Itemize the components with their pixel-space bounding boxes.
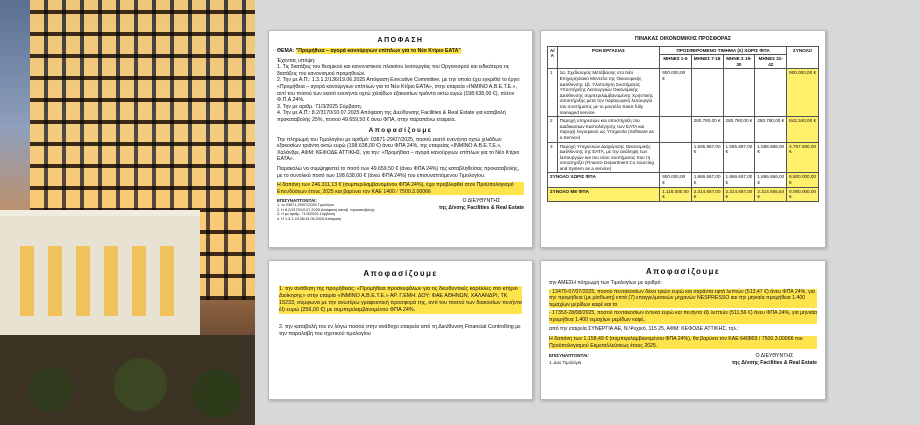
- intro: Έχοντας υπόψη:: [277, 57, 316, 64]
- table-row: 3 Παροχή Υπηρεσιών Διαχείρισης Οικονομικής Διεύθυνσης της ΕΑΤΑ, με την ανάληψη των λειτουργιών και του νέου συστήματος που τη υποστηρίζει (Finance Department Co sourcing and System as a service) 1.585.887,00 € 1.585.887,00 € 1.585.886,00 € 4.757.660,00 €: [548, 142, 819, 173]
- budget-paragraph: Η δαπάνη των 246.311,13 € (συμπεριλαμβανομένου ΦΠΑ 24%), έχει προβλεφθεί στον Προϋπολογισμό Επενδύσεων έτους 2025 και βαρύνει τον ΚΑΕ 1400 / 7500.3.00066: [277, 182, 524, 195]
- financial-offer-table: Α/Α ΡΟΗ ΕΡΓΑΣΙΑΣ ΠΡΟΣΦΕΡΟΜΕΝΟ ΤΙΜΗΜΑ (€) ΧΩΡΙΣ ΦΠΑ ΣΥΝΟΛΟ ΜΗΝΕΣ 1-6 ΜΗΝΕΣ 7-18 ΜΗΝΕ Σ 19-30 ΜΗΝΕΣ 31-42 1 1α. Σχεδιασμός Μετάβασης στο Νέο Επιχειρησιακό Μοντέλο της Οικονομικής Διεύθυνσης 1β. Υλοποίηση Συστήματος Υποστήριξης Λειτουργιών Οικονομικής Διεύθυνσης συμπεριλαμβανομένης Χρηστικής υποστήριξης μετά την παραγωγική λειτουργία του συστήματος με το μοντέλο SaaS fully managed service. 900.000,00 € 900.000,00 € 2 Παροχή υπηρεσιών και υποστήριξη του Διαδικασιών Καστολόγησης των ΕΑΤΑ και παροχή λογισμικού ως Υπηρεσία (Software as a Service) 280.780,00 € 280.780,00 € 280.780,00 € 842.340,00 € 3 Παροχή Υπηρεσιών Διαχείρισης Οικονομικής Διεύθυνσης της ΕΑΤΑ, με την ανάληψη των λειτουργιών και του νέου συστήματος που τη υποστηρίζει (Finance Department Co sourcing and System as a service) 1.585.887,00 € 1.585.887,00 € 1.585.886,00 € 4.757.660,00 € ΣΥΝΟΛΟ ΧΩΡΙΣ ΦΠΑ 900.000,00 € 1.866.667,00 € 1.866.667,00 € 1.866.666,00 € 6.500.000,00 € ΣΥΝΟΛΟ ΜΕ ΦΠΑ 1.116.000,00 € 2.314.667,00 € 2.314.667,00 € 2.314.665,84 € 8.060.000,00 €: [547, 46, 819, 202]
- decision-document-1: [268, 30, 533, 248]
- doc-title: ΑΠΟΦΑΣΗ: [377, 37, 424, 44]
- low-building: [0, 210, 200, 350]
- decision-heading: Αποφασίζουμε: [368, 126, 433, 134]
- item-3: 3. Την με αριθμ. 71/3/2025 Σύμβαση.: [277, 103, 363, 110]
- offset-paragraph: Παρακαλώ να συμψηφιστεί το ποσό των 49.659,50 € (άνευ ΦΠΑ 24%) της καταβληθείσας προκαταβολής, με το συνολικό ποσό των 198.638,00 € (άνευ ΦΠΑ 24%) του επισυναπτόμενου Τιμολογίου.: [277, 165, 520, 179]
- table-row-total-vat: ΣΥΝΟΛΟ ΜΕ ΦΠΑ 1.116.000,00 € 2.314.667,00 € 2.314.667,00 € 2.314.665,84 € 8.060.000,00 €: [548, 187, 819, 201]
- trees: [0, 335, 255, 425]
- item-2: 2. την καταβολή του εν λόγω ποσού στην ανάδοχο εταιρεία από τη Διεύθυνση Financial Controlling με την παραλαβή του σχετικού τιμολογίου: [279, 324, 521, 337]
- table-row: 2 Παροχή υπηρεσιών και υποστήριξη του Διαδικασιών Καστολόγησης των ΕΑΤΑ και παροχή λογισμικού ως Υπηρεσία (Software as a Service) 280.780,00 € 280.780,00 € 280.780,00 € 842.340,00 €: [548, 117, 819, 142]
- attachments-block: ΕΠΙΣΥΝΑΠΤΟΝΤΑΙ: 1. το 03871-29/07/2025 Τιμολόγιο 2. Η 8.2/3170/10.07.2025 Απόφαση καταβ. προκαταβολής 3. Η με αριθμ. 71/3/2025 Σύμβαση 4. Η 1.3.1.2/136/19.06.2025 Απόφαση: [277, 198, 375, 221]
- vendor-line: από την εταιρεία ΣΥΝΕΡΓΙΑ ΑΕ, Ν.Ψυχικό, 115 25, ΑΦΜ: ΚΕΦΟΔΕ ΑΤΤΙΚΗΣ, τηλ.:: [549, 325, 739, 332]
- table-row-total-net: ΣΥΝΟΛΟ ΧΩΡΙΣ ΦΠΑ 900.000,00 € 1.866.667,00 € 1.866.667,00 € 1.866.666,00 € 6.500.000,00 €: [548, 173, 819, 187]
- invoice-2: - 17353-28/08/2025, ποσού πεντακοσίων έντεκα ευρώ και πενήντα έξι λεπτών (511,56 €) άνευ ΦΠΑ 24%, για μηνιαία προμήθεια 1.400 τεμαχίων μερίδων καφέ,: [549, 310, 817, 323]
- building-photo: [0, 0, 255, 425]
- subject-text: "Προμήθεια – αγορά κανούργιων επίπλων για το Νέο Κτίριο ΕΑΤΑ": [295, 48, 461, 54]
- lead-text: την ΑΜΕΣΗ πληρωμή των Τιμολογίων με αριθμό:: [549, 280, 662, 286]
- table-title: ΠΙΝΑΚΑΣ ΟΙΚΟΝΟΜΙΚΗΣ ΠΡΟΣΦΟΡΑΣ: [635, 36, 731, 42]
- invoice-1: - 13470-07/07/2025, ποσού πεντακοσίων δέκα τριών ευρώ και σαράντα εφτά λεπτών (513,47 €) άνευ ΦΠΑ 24%, για την προμήθεια (με μίσθωση) επτά (7) επαγγελματικών μηχανών NESPRESSO και την μηνιαία προμήθεια 1.400 τεμαχίων μερίδων καφέ και το: [549, 289, 817, 309]
- subject-line: ΘΕΜΑ: "Προμήθεια – αγορά κανούργιων επίπλων για το Νέο Κτίριο ΕΑΤΑ": [277, 48, 461, 54]
- signature-block: Ο ΔΙΕΥΘΥΝΤΗΣ της Δ/νσης Facilities & Real Estate: [731, 353, 817, 366]
- cost-line: Η δαπάνη των 1.158,49 € (συμπεριλαμβανομένου ΦΠΑ 24%), θα βαρύνει τον ΚΑΕ 640803 / 7500.3.00066 του Προϋπολογισμού Εκμεταλλεύσεως έτους 2025.: [549, 336, 817, 349]
- decision-document-4: [540, 260, 826, 400]
- signature-block: Ο ΔΙΕΥΘΥΝΤΗΣ της Δ/νσης Facilities & Real Estate: [438, 198, 524, 211]
- table-row: 1 1α. Σχεδιασμός Μετάβασης στο Νέο Επιχειρησιακό Μοντέλο της Οικονομικής Διεύθυνσης 1β. Υλοποίηση Συστήματος Υποστήριξης Λειτουργιών Οικονομικής Διεύθυνσης συμπεριλαμβανομένης Χρηστικής υποστήριξης μετά την παραγωγική λειτουργία του συστήματος με το μοντέλο SaaS fully managed service. 900.000,00 € 900.000,00 €: [548, 69, 819, 117]
- item-1: 1. την ανάθεση της προμήθειας: «Προμήθεια προσκεφάλων για τις διευθυντικές καρέκλες στο κτήριο Διοίκησης» στην εταιρία «ΙΝΜΙΝΟ Α.Β.Ε.Τ.Ε.» ΑΡ. Γ.ΕΜΗ: ΔΟΥ: ΦΑΕ ΑΘΗΝΩΝ, ΧΑΛΑΝΔΡΙ, ΤΚ 15233, σύμφωνα με την ανωτέρω γραφειοτική προσφορά της, αντί του ποσού των διακοσίων πενήντα έξι ευρώ (256,00 €) με συμπεριλαμβανομένου ΦΠΑ 24%.: [279, 286, 522, 313]
- decision-document-3: [268, 260, 533, 400]
- attachments-block: ΕΠΙΣΥΝΑΠΤΟΝΤΑΙ: 1. Δυο Τιμολόγια: [549, 353, 589, 365]
- item-1: 1. Τις διατάξεις του θεσμικού και κανονιστικού πλαισίου λειτουργίας του Οργανισμού και ειδικότερα τις διατάξεις του κανονισμού προμηθειών.: [277, 64, 510, 77]
- item-4: 4. Την με Α.Π.: 8.2/3170/10.07.2025 Απόφαση της Διεύθυνσης Facilities & Real Estate για καταβολή προκαταβολής 25%, ποσού 49.659,50 € άνευ ΦΠΑ, στην παραπάνω εταιρεία.: [277, 110, 506, 123]
- financial-offer-table-document: [540, 30, 826, 248]
- item-2: 2. Την με Α.Π.: 1.3.1.2/136/19.06.2025 Απόφαση Executive Committee, με την οποία έχει εγκριθεί το έργο: «Προμήθεια – αγορά κανούργιων επίπλων για το Νέο Κτίριο ΕΑΤΑ», στην εταιρεία «ΙΝΜΙΝΟ Α.Β.Ε.Τ.Ε.», αντί του ποσού των εκατό ενενήντα οχτώ χιλιάδων εξακοσίων τριάντα οκτώ ευρώ (198.638,00 €), πλέον Φ.Π.Α.24%.: [277, 77, 521, 104]
- decision-heading: Αποφασίζουμε: [363, 269, 438, 278]
- decision-heading: Αποφασίζουμε: [645, 267, 721, 276]
- payment-paragraph: Την πληρωμή του Τιμολογίου με αριθμό: 03871-29/07/2025, ποσού εκατό ενενήντα οχτώ χιλιάδων εξακοσίων τριάντα οκτώ ευρώ (198.638,00 €) άνευ ΦΠΑ 24%, της εταιρείας «ΙΝΜΙΝΟ Α.Β.Ε.Τ.Ε.», Χαλάνδρι, ΑΦΜ: ΚΕΦΟΔΕ ΑΤΤΙΚΗΣ, για την: «Προμήθεια – αγορά κανούργιων επίπλων για το Νέο Κτίριο ΕΑΤΑ».: [277, 136, 520, 163]
